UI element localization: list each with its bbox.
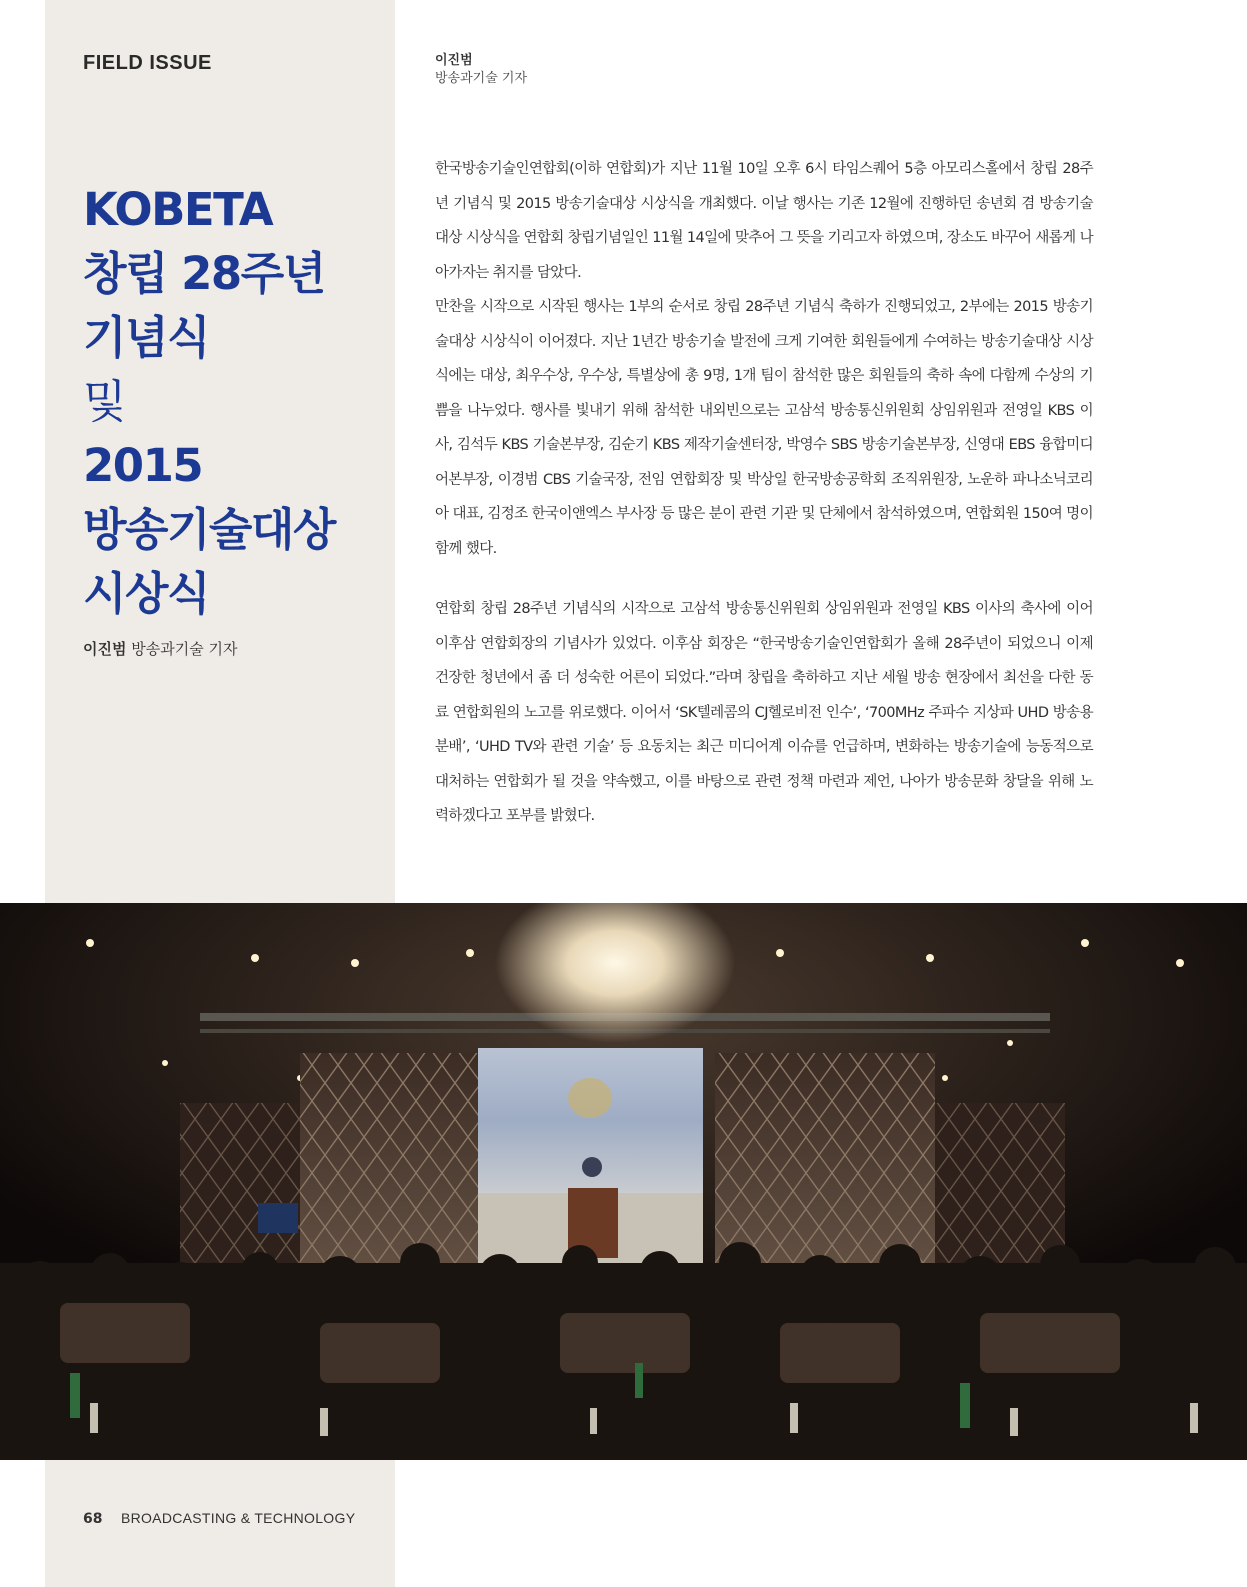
article-headline (83, 178, 383, 626)
headline-line: 방송기술대상 (83, 503, 335, 557)
side-byline-role: 방송과기술 기자 (131, 640, 238, 658)
side-byline-author: 이진범 (83, 640, 127, 658)
headline-line: 및 (83, 375, 125, 429)
article-paragraph: 연합회 창립 28주년 기념식의 시작으로 고삼석 방송통신위원회 상임위원과 전영일 KBS 이사의 축사에 이어 이후삼 연합회장의 기념사가 있었다. 이후삼 회장은 “한국방송기술인연합회가 올해 28주년이 되었으니 이제 건장한 청년에서 좀 더 성숙한 어른이 되었다.”라며 창립을 축하하고 지난 세월 방송 현장에서 최선을 다한 동료 연합회원의 노고를 위로했다. 이어서 ‘SK텔레콤의 CJ헬로비전 인수’, ‘700MHz 주파수 지상파 UHD 방송용 분배’, ‘UHD TV와 관련 기술’ 등 요동치는 최근 미디어계 이슈를 언급하며, 변화하는 방송기술에 능동적으로 대처하는 연합회가 될 것을 약속했고, 이를 바탕으로 관련 정책 마련과 제언, 나아가 방송문화 창달을 위해 노력하겠다고 포부를 밝혔다. (435, 601, 1093, 824)
article-body (435, 152, 1093, 834)
top-byline-author: 이진범 (435, 53, 473, 68)
headline-line: 창립 28주년 (83, 247, 325, 301)
page-number: 68 (83, 1511, 103, 1527)
event-photo (0, 903, 1247, 1460)
page-footer (83, 1510, 355, 1527)
headline-line: 시상식 (83, 567, 209, 621)
article-paragraph: 한국방송기술인연합회(이하 연합회)가 지난 11월 10일 오후 6시 타임스퀘어 5층 아모리스홀에서 창립 28주년 기념식 및 2015 방송기술대상 시상식을 개최했다. 이날 행사는 기존 12월에 진행하던 송년회 겸 방송기술대상 시상식을 연합회 창립기념일인 11월 14일에 맞추어 그 뜻을 기리고자 하였으며, 장소도 바꾸어 새롭게 나아가자는 취지를 담았다. (435, 161, 1093, 281)
banquet-hall-illustration (0, 903, 1247, 1460)
side-byline (83, 638, 237, 659)
article-paragraph: 만찬을 시작으로 시작된 행사는 1부의 순서로 창립 28주년 기념식 축하가 진행되었고, 2부에는 2015 방송기술대상 시상식이 이어졌다. 지난 1년간 방송기술 발전에 크게 기여한 회원들에게 수여하는 방송기술대상 시상식에는 대상, 최우수상, 우수상, 특별상에 총 9명, 1개 팀이 참석한 많은 회원들의 축하 속에 다함께 수상의 기쁨을 나누었다. 행사를 빛내기 위해 참석한 내외빈으로는 고삼석 방송통신위원회 상임위원과 전영일 KBS 이사, 김석두 KBS 기술본부장, 김순기 KBS 제작기술센터장, 박영수 SBS 방송기술본부장, 신영대 EBS 융합미디어본부장, 이경범 CBS 기술국장, 전임 연합회장 및 박상일 한국방송공학회 조직위원장, 노운하 파나소닉코리아 대표, 김정조 한국이앤엑스 부사장 등 많은 분이 관련 기관 및 단체에서 참석하였으며, 연합회원 150여 명이 함께 했다. (435, 299, 1093, 557)
headline-line: KOBETA (83, 183, 273, 237)
top-byline-role: 방송과기술 기자 (435, 71, 528, 86)
section-label: FIELD ISSUE (83, 52, 212, 74)
headline-line: 기념식 (83, 311, 209, 365)
publication-name: BROADCASTING & TECHNOLOGY (120, 1510, 356, 1526)
top-byline (435, 52, 527, 88)
headline-line: 2015 (83, 439, 203, 493)
